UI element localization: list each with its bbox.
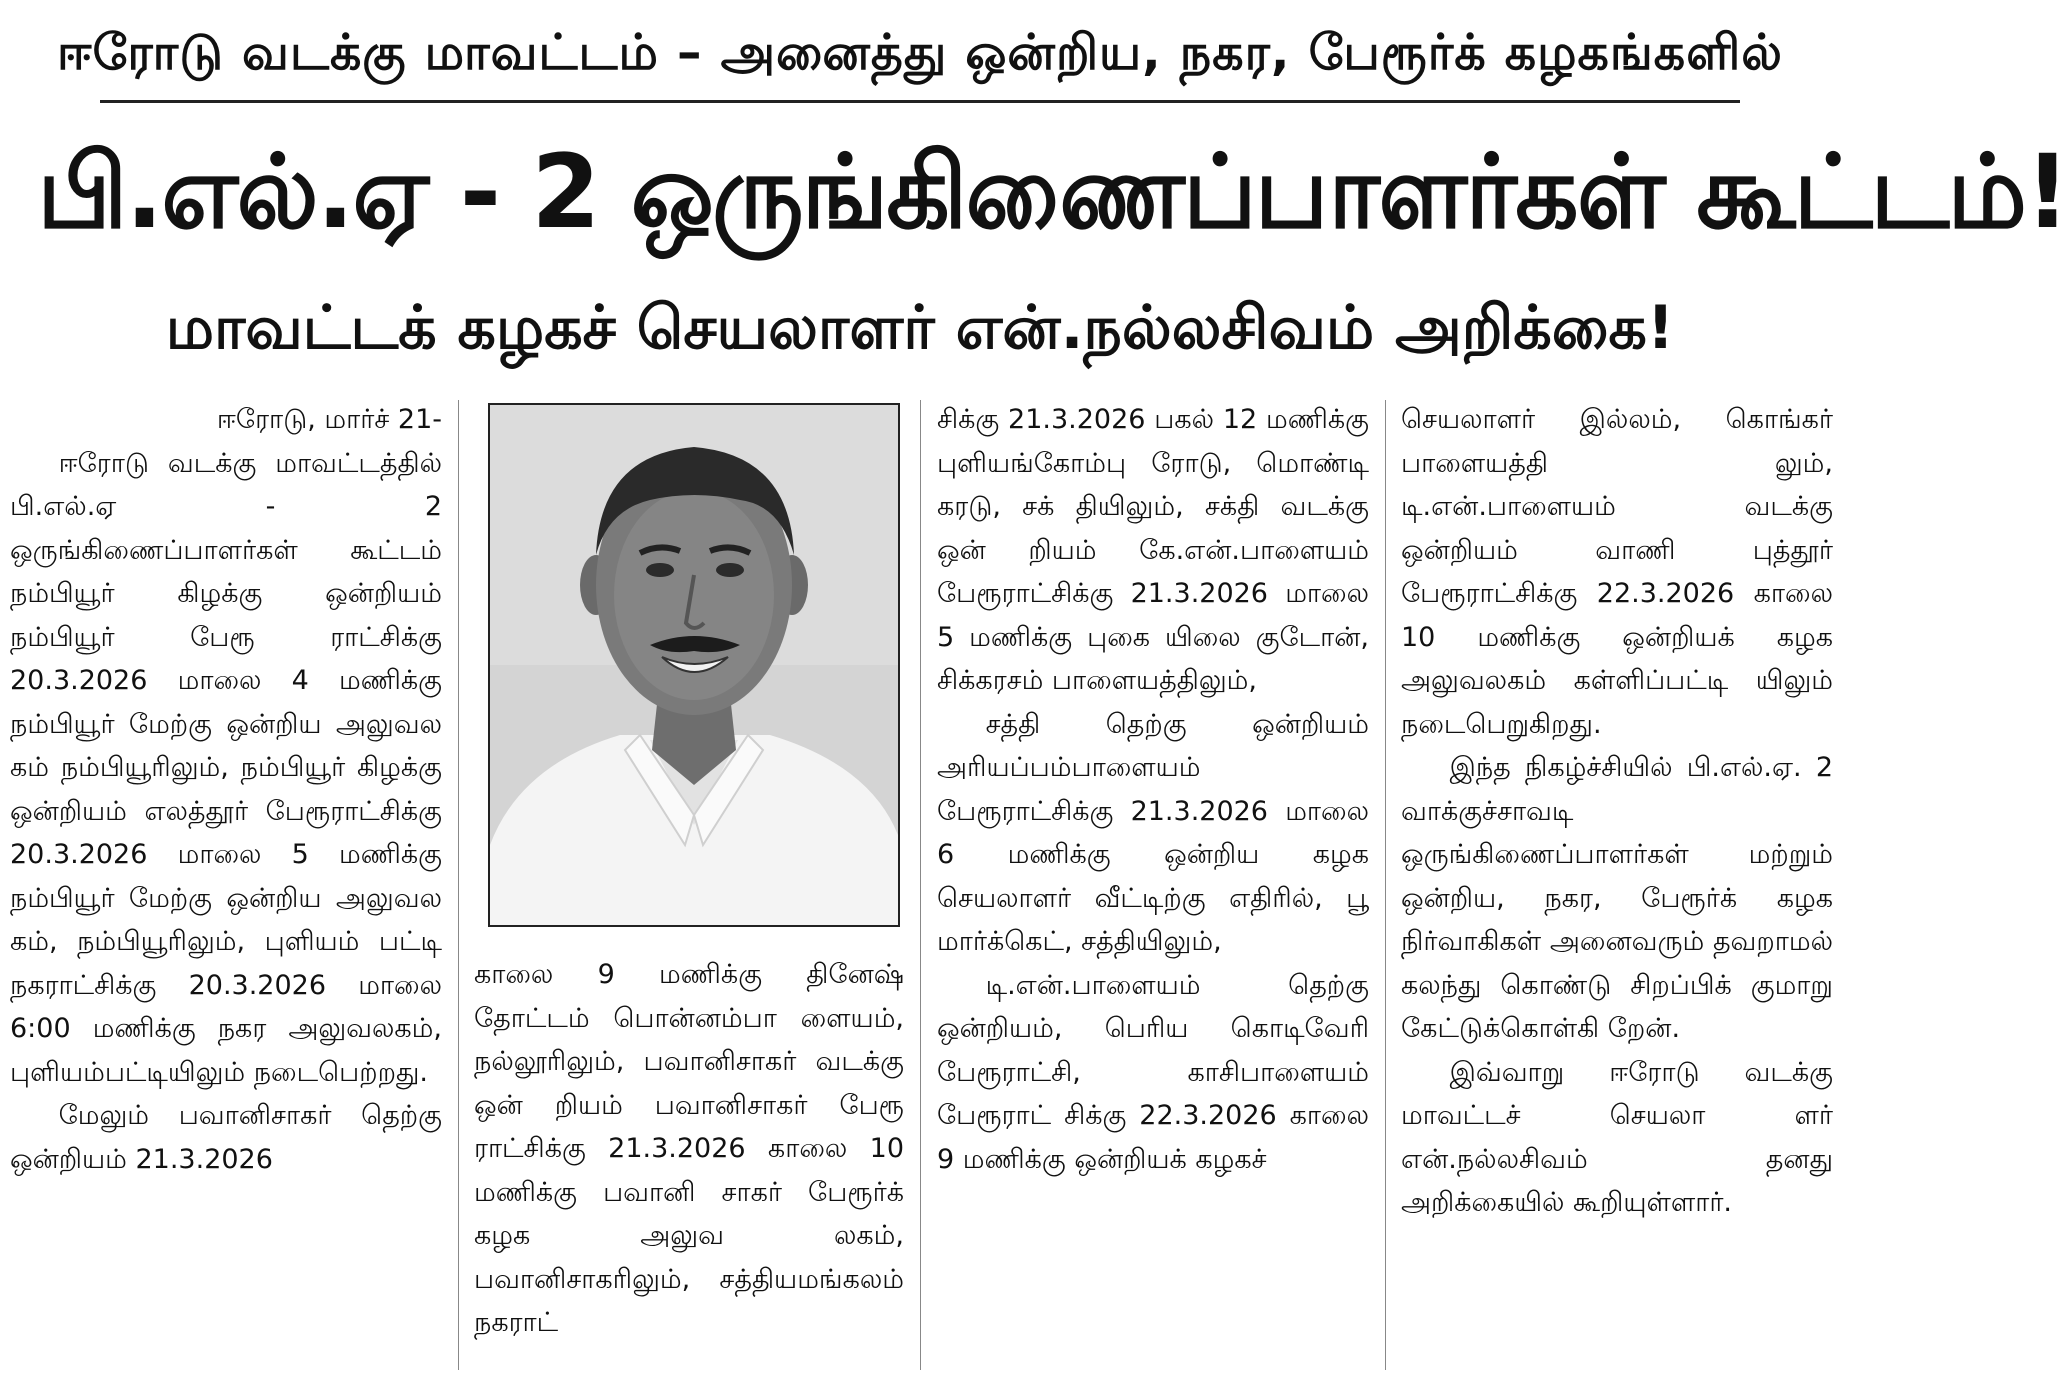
dateline: ஈரோடு, மார்ச் 21- (216, 404, 442, 435)
paragraph: ஈரோடு வடக்கு மாவட்டத்தில் பி.எல்.ஏ - 2 ஒருங்கிணைப்பாளர்கள் கூட்டம் நம்பியூர் கிழக்கு ஒன்றியம் நம்பியூர் பேரூ ராட்சிக்கு 20.3.2026 மாலை 4 மணிக்கு நம்பியூர் மேற்கு ஒன்றிய அலுவல கம் நம்பியூரிலும், நம்பியூர் கிழக்கு ஒன்றியம் எலத்தூர் பேரூராட்சிக்கு 20.3.2026 மாலை 5 மணிக்கு நம்பியூர் மேற்கு ஒன்றிய அலுவல கம், நம்பியூரிலும், புளியம் பட்டி நகராட்சிக்கு 20.3.2026 மாலை 6:00 மணிக்கு நகர அலுவலகம், புளியம்பட்டியிலும் நடைபெற்றது. (10, 447, 442, 1088)
paragraph: டி.என்.பாளையம் தெற்கு ஒன்றியம், பெரிய கொடிவேரி பேரூராட்சி, காசிபாளையம் பேரூராட் சிக்கு 22.3.2026 காலை 9 மணிக்கு ஒன்றியக் கழகச் (937, 969, 1369, 1175)
kicker-line: ஈரோடு வடக்கு மாவட்டம் – அனைத்து ஒன்றிய, நகர, பேரூர்க் கழகங்களில் (57, 24, 1783, 81)
column-divider (458, 400, 459, 1370)
headline: பி.எல்.ஏ - 2 ஒருங்கிணைப்பாளர்கள் கூட்டம்! (37, 133, 2068, 252)
paragraph: மேலும் பவானிசாகர் தெற்கு ஒன்றியம் 21.3.2026 (10, 1100, 442, 1175)
paragraph: சிக்கு 21.3.2026 பகல் 12 மணிக்கு புளியங்கோம்பு ரோடு, மொண்டி கரடு, சக் தியிலும், சக்தி வடக்கு ஒன் றியம் கே.என்.பாளையம் பேரூராட்சிக்கு 21.3.2026 மாலை 5 மணிக்கு புகை யிலை குடோன், சிக்கரசம் பாளையத்திலும், (937, 404, 1369, 696)
paragraph: இந்த நிகழ்ச்சியில் பி.எல்.ஏ. 2 வாக்குச்சாவடி ஒருங்கிணைப்பாளர்கள் மற்றும் ஒன்றிய, நகர, பேரூர்க் கழக நிர்வாகிகள் அனைவரும் தவறாமல் கலந்து கொண்டு சிறப்பிக் குமாறு கேட்டுக்கொள்கி றேன். (1401, 752, 1833, 1044)
paragraph: செயலாளர் இல்லம், கொங்கர் பாளையத்தி லும், டி.என்.பாளையம் வடக்கு ஒன்றியம் வாணி புத்தூர் பேரூராட்சிக்கு 22.3.2026 காலை 10 மணிக்கு ஒன்றியக் கழக அலுவலகம் கள்ளிப்பட்டி யிலும் நடைபெறுகிறது. (1401, 404, 1833, 740)
article-column-3 (937, 398, 1369, 1181)
paragraph: காலை 9 மணிக்கு தினேஷ் தோட்டம் பொன்னம்பா ளையம், நல்லூரிலும், பவானிசாகர் வடக்கு ஒன் றியம் பவானிசாகர் பேரூ ராட்சிக்கு 21.3.2026 காலை 10 மணிக்கு பவானி சாகர் பேரூர்க் கழக அலுவ லகம், பவானிசாகரிலும், சத்தியமங்கலம் நகராட் (474, 959, 904, 1338)
subheadline: மாவட்டக் கழகச் செயலாளர் என்.நல்லசிவம் அறிக்கை! (165, 293, 1675, 363)
article-column-1 (10, 398, 442, 1181)
article-column-2 (474, 953, 904, 1345)
column-divider (1385, 400, 1386, 1370)
paragraph: சத்தி தெற்கு ஒன்றியம் அரியப்பம்பாளையம் பேரூராட்சிக்கு 21.3.2026 மாலை 6 மணிக்கு ஒன்றிய கழக செயலாளர் வீட்டிற்கு எதிரில், பூ மார்க்கெட், சத்தியிலும், (937, 708, 1369, 957)
portrait-illustration (490, 405, 898, 925)
column-divider (920, 400, 921, 1370)
paragraph: இவ்வாறு ஈரோடு வடக்கு மாவட்டச் செயலா ளர் என்.நல்லசிவம் தனது அறிக்கையில் கூறியுள்ளார். (1401, 1056, 1833, 1218)
kicker-divider (100, 100, 1740, 103)
portrait-photo (488, 403, 900, 927)
article-column-4 (1401, 398, 1833, 1225)
